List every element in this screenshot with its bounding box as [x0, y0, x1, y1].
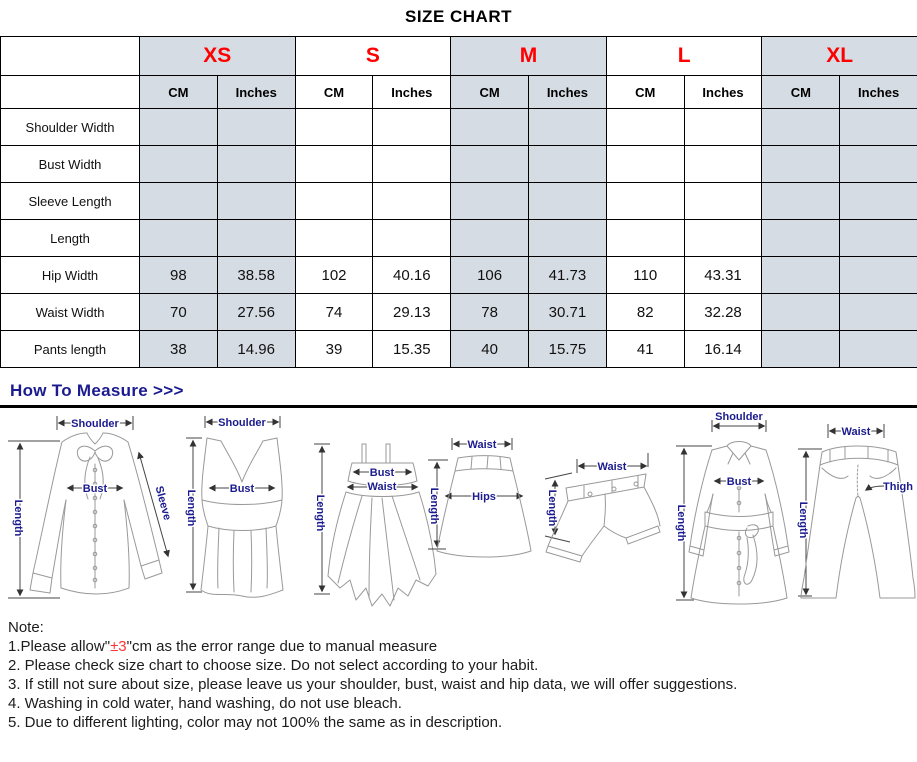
value-cell: [606, 183, 684, 220]
value-cell: [451, 183, 529, 220]
note-item-5: 5. Due to different lighting, color may not 100% the same as in description.: [8, 713, 917, 732]
value-cell: [529, 220, 607, 257]
skirt-waist-label: Waist: [468, 439, 497, 451]
dress-bust-label: Bust: [370, 467, 395, 479]
table-row: [1, 257, 917, 294]
tank-bust-label: Bust: [230, 483, 255, 495]
blouse-sleeve-label: Sleeve: [153, 485, 174, 522]
value-cell: [295, 183, 373, 220]
coat-outline: [689, 442, 789, 605]
value-cell: [840, 146, 917, 183]
value-cell: [840, 257, 917, 294]
value-cell: 74: [295, 294, 373, 331]
shorts-arrows: [545, 453, 648, 542]
coat-shoulder-label: Shoulder: [715, 411, 763, 423]
value-cell: [295, 220, 373, 257]
skirt-length-label: Length: [428, 488, 440, 525]
value-cell: 82: [606, 294, 684, 331]
value-cell: 38.58: [217, 257, 295, 294]
value-cell: [295, 146, 373, 183]
value-cell: [606, 109, 684, 146]
value-cell: [762, 220, 840, 257]
size-header-xl: XL: [762, 37, 917, 76]
value-cell: [840, 109, 917, 146]
value-cell: [684, 146, 762, 183]
notes-section: [8, 618, 917, 732]
value-cell: 39: [295, 331, 373, 368]
corner-cell: [1, 37, 140, 76]
size-header-xs: XS: [140, 37, 296, 76]
how-to-measure-heading: How To Measure >>>: [10, 381, 917, 401]
coat-diagram: [675, 411, 789, 604]
size-header-l: L: [606, 37, 762, 76]
table-row: [1, 294, 917, 331]
value-cell: [606, 220, 684, 257]
unit-header: CM: [295, 76, 373, 109]
size-chart-table: [0, 36, 917, 368]
value-cell: [762, 146, 840, 183]
corner-cell-2: [1, 76, 140, 109]
value-cell: [451, 109, 529, 146]
value-cell: [840, 220, 917, 257]
value-cell: 98: [140, 257, 218, 294]
blouse-outline: [30, 433, 162, 594]
value-cell: [606, 146, 684, 183]
value-cell: [373, 109, 451, 146]
unit-header: CM: [451, 76, 529, 109]
row-label: Length: [1, 220, 140, 257]
value-cell: [140, 220, 218, 257]
tank-diagram: [185, 416, 283, 597]
value-cell: [840, 183, 917, 220]
value-cell: [840, 331, 917, 368]
unit-header: Inches: [684, 76, 762, 109]
row-label: Bust Width: [1, 146, 140, 183]
pants-waist-label: Waist: [842, 426, 871, 438]
value-cell: [140, 109, 218, 146]
unit-header: Inches: [529, 76, 607, 109]
value-cell: [762, 257, 840, 294]
shorts-waist-label: Waist: [598, 461, 627, 473]
row-label: Waist Width: [1, 294, 140, 331]
size-header-m: M: [451, 37, 607, 76]
unit-header: Inches: [840, 76, 917, 109]
value-cell: [373, 220, 451, 257]
value-cell: [217, 183, 295, 220]
value-cell: [217, 109, 295, 146]
row-label: Pants length: [1, 331, 140, 368]
table-row: [1, 220, 917, 257]
unit-header: CM: [140, 76, 218, 109]
shorts-length-label: Length: [546, 490, 558, 527]
value-cell: 70: [140, 294, 218, 331]
value-cell: [451, 146, 529, 183]
coat-length-label: Length: [675, 505, 687, 542]
dress-diagram: [314, 444, 436, 606]
table-body: [1, 109, 917, 368]
blouse-bust-label: Bust: [83, 483, 108, 495]
value-cell: [529, 109, 607, 146]
value-cell: 40.16: [373, 257, 451, 294]
value-cell: [140, 146, 218, 183]
measurement-diagrams: [0, 408, 917, 616]
note1-suffix: "cm as the error range due to manual measure: [127, 638, 437, 655]
pants-length-label: Length: [797, 502, 809, 539]
unit-header: CM: [762, 76, 840, 109]
table-row: [1, 146, 917, 183]
value-cell: [140, 183, 218, 220]
value-cell: 15.75: [529, 331, 607, 368]
value-cell: 38: [140, 331, 218, 368]
value-cell: [684, 220, 762, 257]
dress-length-label: Length: [314, 495, 326, 532]
note1-highlight: ±3: [110, 638, 127, 655]
unit-header: Inches: [373, 76, 451, 109]
value-cell: [762, 183, 840, 220]
skirt-hips-label: Hips: [472, 491, 496, 503]
table-row: [1, 331, 917, 368]
dress-waist-label: Waist: [368, 481, 397, 493]
coat-arrows: [676, 420, 766, 600]
table-header: [1, 37, 917, 109]
units-header-row: [1, 76, 917, 109]
row-label: Sleeve Length: [1, 183, 140, 220]
row-label: Shoulder Width: [1, 109, 140, 146]
tank-length-label: Length: [185, 490, 197, 527]
table-row: [1, 109, 917, 146]
value-cell: 15.35: [373, 331, 451, 368]
pants-thigh-label: Thigh: [883, 481, 913, 493]
sizes-header-row: [1, 37, 917, 76]
value-cell: [529, 183, 607, 220]
value-cell: 40: [451, 331, 529, 368]
table-row: [1, 183, 917, 220]
value-cell: 29.13: [373, 294, 451, 331]
row-label: Hip Width: [1, 257, 140, 294]
value-cell: [762, 331, 840, 368]
tank-outline: [201, 438, 283, 597]
value-cell: [373, 183, 451, 220]
pants-outline: [801, 446, 915, 598]
value-cell: [217, 220, 295, 257]
dress-arrows: [314, 444, 417, 594]
note-item-4: 4. Washing in cold water, hand washing, do not use bleach.: [8, 694, 917, 713]
value-cell: 32.28: [684, 294, 762, 331]
unit-header: CM: [606, 76, 684, 109]
coat-bust-label: Bust: [727, 476, 752, 488]
size-header-s: S: [295, 37, 451, 76]
value-cell: [295, 109, 373, 146]
value-cell: [451, 220, 529, 257]
tank-shoulder-label: Shoulder: [218, 417, 266, 429]
note-item-1: [8, 637, 917, 656]
note-item-2: 2. Please check size chart to choose size. Do not select according to your habit.: [8, 656, 917, 675]
value-cell: [684, 183, 762, 220]
value-cell: [840, 294, 917, 331]
notes-heading: Note:: [8, 618, 917, 637]
shorts-outline: [546, 474, 660, 562]
value-cell: [529, 146, 607, 183]
value-cell: 106: [451, 257, 529, 294]
unit-header: Inches: [217, 76, 295, 109]
value-cell: 110: [606, 257, 684, 294]
skirt-outline: [437, 456, 531, 557]
pants-diagram: [797, 424, 915, 598]
value-cell: 27.56: [217, 294, 295, 331]
skirt-diagram: [428, 438, 531, 557]
value-cell: 14.96: [217, 331, 295, 368]
page-title: SIZE CHART: [0, 7, 917, 27]
value-cell: 78: [451, 294, 529, 331]
value-cell: [762, 294, 840, 331]
blouse-diagram: [8, 416, 173, 598]
value-cell: [217, 146, 295, 183]
blouse-length-label: Length: [12, 500, 24, 537]
value-cell: 41.73: [529, 257, 607, 294]
value-cell: [684, 109, 762, 146]
value-cell: 102: [295, 257, 373, 294]
pants-arrows: [798, 424, 884, 596]
value-cell: 41: [606, 331, 684, 368]
value-cell: [373, 146, 451, 183]
note-item-3: 3. If still not sure about size, please leave us your shoulder, bust, waist and hip data, we will offer suggestions.: [8, 675, 917, 694]
value-cell: 30.71: [529, 294, 607, 331]
value-cell: 43.31: [684, 257, 762, 294]
blouse-arrows: [8, 416, 168, 598]
note1-prefix: 1.Please allow": [8, 638, 110, 655]
shorts-diagram: [545, 453, 660, 562]
blouse-shoulder-label: Shoulder: [71, 418, 119, 430]
value-cell: [762, 109, 840, 146]
value-cell: 16.14: [684, 331, 762, 368]
